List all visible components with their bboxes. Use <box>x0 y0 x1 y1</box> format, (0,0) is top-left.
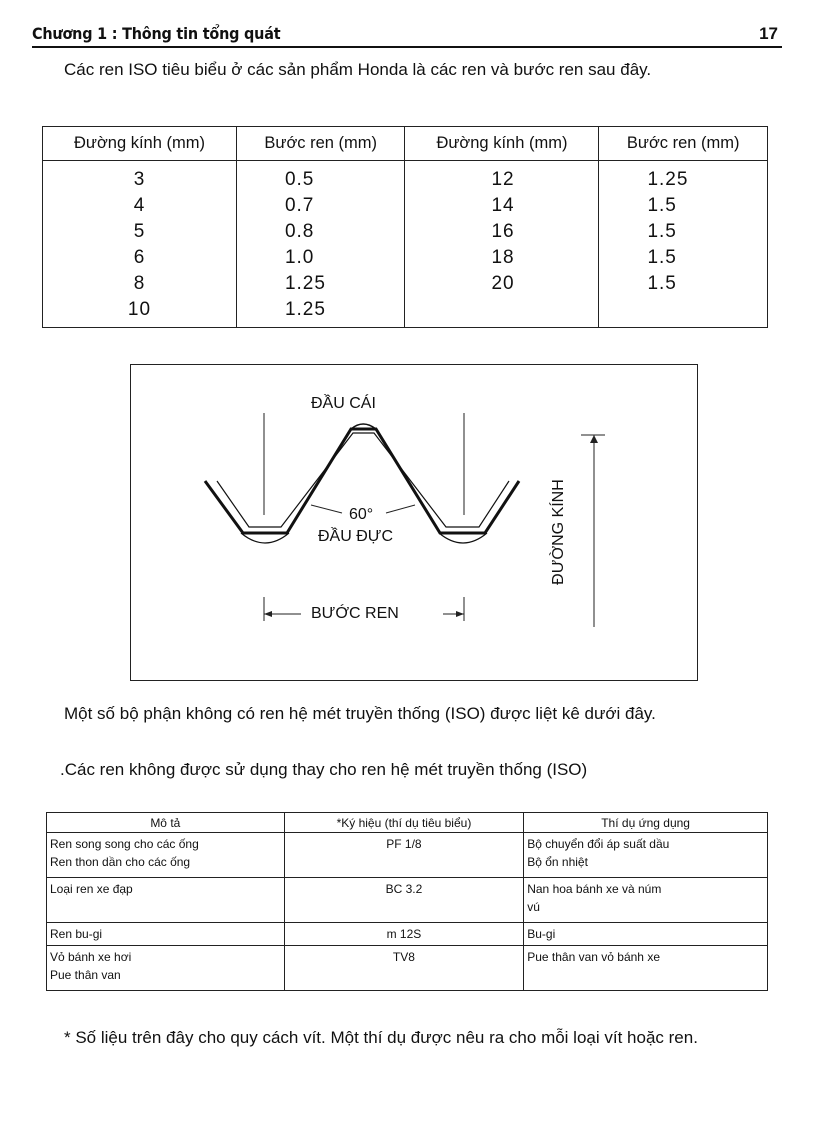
pitch-cell: 0.5 <box>236 161 405 194</box>
table2-caption: .Các ren không được sử dụng thay cho ren hệ mét truyền thống (ISO) <box>60 760 588 779</box>
non-iso-paragraph: Một số bộ phận không có ren hệ mét truyền thống (ISO) được liệt kê dưới đây. <box>64 704 656 723</box>
symbol-cell: m 12S <box>284 923 524 946</box>
empty-cell <box>599 297 768 328</box>
intro-paragraph: Các ren ISO tiêu biểu ở các sản phẩm Honda là các ren và bước ren sau đây. <box>64 60 652 79</box>
description-line: Vỏ bánh xe hơi <box>50 950 132 964</box>
description-cell <box>47 946 285 991</box>
diameter-cell: 4 <box>43 193 237 219</box>
non-iso-thread-table <box>46 812 768 991</box>
application-line: Bộ ổn nhiệt <box>527 855 588 869</box>
application-line: Nan hoa bánh xe và núm <box>527 882 662 896</box>
header-pitch-right: Bước ren (mm) <box>599 127 768 161</box>
table-row <box>43 297 768 328</box>
empty-cell <box>405 297 599 328</box>
header-diameter-right: Đường kính (mm) <box>405 127 599 161</box>
pitch-arrow-right <box>456 611 464 617</box>
application-cell: Pue thân van vỏ bánh xe <box>524 946 768 991</box>
description-cell: Ren bu-gi <box>47 923 285 946</box>
pitch-cell: 1.0 <box>236 245 405 271</box>
application-line: vú <box>527 900 540 914</box>
description-cell <box>47 878 285 923</box>
iso-thread-table <box>42 126 768 328</box>
table-row <box>43 161 768 194</box>
diameter-cell: 16 <box>405 219 599 245</box>
diameter-cell: 3 <box>43 161 237 194</box>
header-application: Thí dụ ứng dụng <box>524 813 768 833</box>
diameter-cell: 12 <box>405 161 599 194</box>
angle-pointer-left <box>311 505 342 513</box>
pitch-cell: 0.7 <box>236 193 405 219</box>
page-number: 17 <box>759 24 778 43</box>
header-symbol: *Ký hiệu (thí dụ tiêu biểu) <box>284 813 524 833</box>
chapter-title: Chương 1 : Thông tin tổng quát <box>32 24 281 43</box>
diameter-cell: 18 <box>405 245 599 271</box>
diameter-cell: 5 <box>43 219 237 245</box>
pitch-cell: 1.5 <box>599 193 768 219</box>
diameter-cell: 8 <box>43 271 237 297</box>
root-label: ĐẦU ĐỰC <box>318 528 393 545</box>
crest-label: ĐẦU CÁI <box>311 395 376 412</box>
description-line: Ren thon dần cho các ống <box>50 855 191 869</box>
table-row <box>43 245 768 271</box>
diameter-cell: 14 <box>405 193 599 219</box>
application-cell: Bu-gi <box>524 923 768 946</box>
pitch-cell: 1.25 <box>236 271 405 297</box>
diameter-arrow-head <box>590 435 598 443</box>
header-pitch-left: Bước ren (mm) <box>236 127 405 161</box>
diameter-label: ĐƯỜNG KÍNH <box>550 479 567 585</box>
diameter-cell: 6 <box>43 245 237 271</box>
pitch-cell: 1.5 <box>599 271 768 297</box>
symbol-cell: PF 1/8 <box>284 833 524 878</box>
table-row <box>43 193 768 219</box>
application-line: Bộ chuyển đổi áp suất dầu <box>527 837 670 851</box>
table-row <box>43 271 768 297</box>
table-row <box>43 219 768 245</box>
application-cell <box>524 878 768 923</box>
angle-label: 60° <box>349 506 374 523</box>
pitch-cell: 1.25 <box>236 297 405 328</box>
table-row <box>47 833 768 878</box>
description-line: Pue thân van <box>50 968 121 982</box>
pitch-cell: 1.25 <box>599 161 768 194</box>
symbol-cell: BC 3.2 <box>284 878 524 923</box>
page-header <box>32 24 782 48</box>
table-row <box>47 946 768 991</box>
diameter-cell: 20 <box>405 271 599 297</box>
footnote: * Số liệu trên đây cho quy cách vít. Một thí dụ được nêu ra cho mỗi loại vít hoặc ren. <box>64 1028 698 1047</box>
thread-profile-diagram <box>130 364 698 681</box>
pitch-label: BƯỚC REN <box>311 605 399 622</box>
pitch-cell: 0.8 <box>236 219 405 245</box>
description-cell <box>47 833 285 878</box>
thread-profile-drawing <box>131 365 697 680</box>
pitch-cell: 1.5 <box>599 219 768 245</box>
table-row <box>47 878 768 923</box>
symbol-cell: TV8 <box>284 946 524 991</box>
header-diameter-left: Đường kính (mm) <box>43 127 237 161</box>
angle-pointer-right <box>386 505 415 513</box>
description-line: Ren song song cho các ống <box>50 837 199 851</box>
diameter-cell: 10 <box>43 297 237 328</box>
pitch-arrow-left <box>264 611 272 617</box>
description-line: Loại ren xe đạp <box>50 882 133 896</box>
pitch-cell: 1.5 <box>599 245 768 271</box>
header-description: Mô tả <box>47 813 285 833</box>
table-row <box>47 923 768 946</box>
application-cell <box>524 833 768 878</box>
